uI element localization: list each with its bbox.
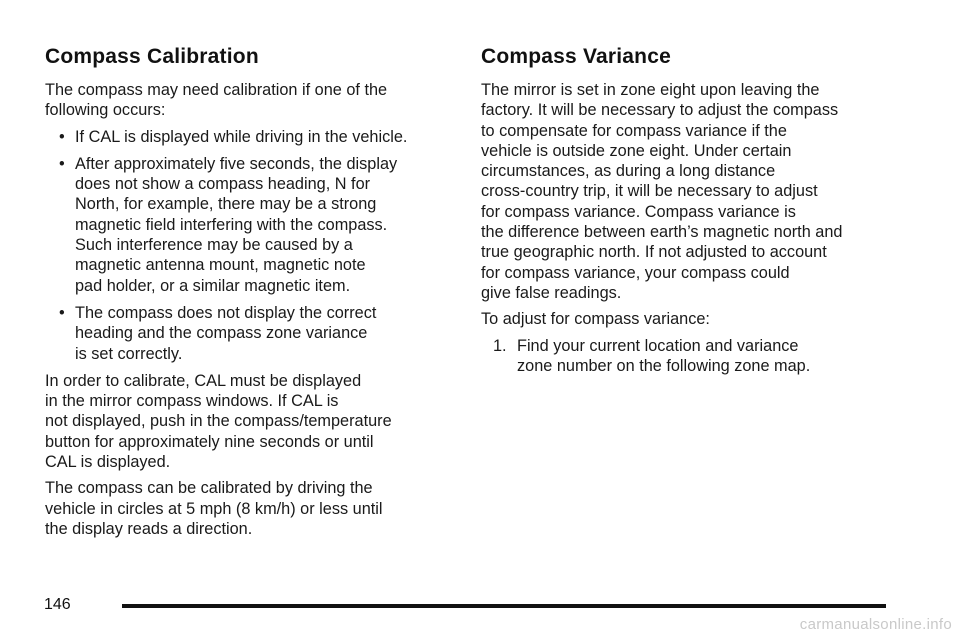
variance-steps-list: [481, 336, 901, 377]
list-item-text: The compass does not display the correct heading and the compass zone variance is set correctly.: [75, 303, 377, 363]
calibration-intro: The compass may need calibration if one of the following occurs:: [45, 81, 388, 120]
bullet-icon: •: [59, 154, 65, 173]
calibrate-instructions: In order to calibrate, CAL must be displayed in the mirror compass windows. If CAL is not displayed, push in the compass/temperature button for approximately nine seconds or until CAL is displayed.: [45, 371, 392, 472]
page-number: 146: [44, 596, 71, 613]
bullet-icon: •: [59, 303, 65, 322]
calibrate-driving-note: The compass can be calibrated by driving the vehicle in circles at 5 mph (8 km/h) or less until the display reads a direction.: [45, 479, 383, 538]
list-item: [45, 303, 469, 364]
compass-variance-heading: Compass Variance: [481, 45, 671, 68]
left-column: [45, 44, 469, 545]
list-item-text: After approximately five seconds, the display does not show a compass heading, N for North, for example, there may be a strong magnetic field interfering with the compass. Such interference may be caused by a magnetic antenna mount, magnetic note pad holder, or a similar magnetic item.: [75, 154, 398, 295]
list-item: [481, 336, 901, 377]
variance-description: The mirror is set in zone eight upon leaving the factory. It will be necessary to adjust the compass to compensate for compass variance if the vehicle is outside zone eight. Under certain circumstances, as during a long distance cross-country trip, it will be necessary to adjust for compass variance. Compass variance is the difference between earth’s magnetic north and true geographic north. If not adjusted to account for compass variance, your compass could give false readings.: [481, 81, 843, 302]
list-item: [45, 127, 469, 147]
right-column: [481, 44, 901, 376]
step-number: 1.: [493, 336, 507, 355]
list-item-text: If CAL is displayed while driving in the vehicle.: [75, 127, 408, 146]
calibration-conditions-list: [45, 127, 469, 364]
step-text: Find your current location and variance zone number on the following zone map.: [517, 336, 811, 375]
compass-calibration-heading: Compass Calibration: [45, 45, 259, 68]
list-item: [45, 154, 469, 296]
footer-divider: [122, 604, 886, 608]
bullet-icon: •: [59, 127, 65, 146]
watermark: carmanualsonline.info: [799, 616, 952, 633]
variance-adjust-intro: To adjust for compass variance:: [481, 310, 710, 329]
